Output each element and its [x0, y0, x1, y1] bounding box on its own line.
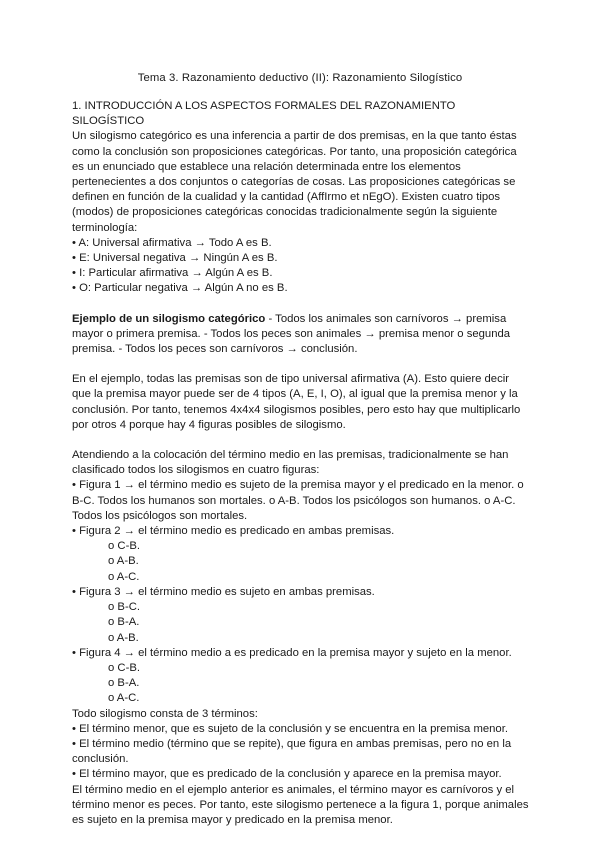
figure-4-item: o B-A. — [108, 677, 140, 690]
document-body — [72, 99, 530, 828]
figure-2-item: o A-B. — [108, 555, 139, 568]
example-text: - Todos los animales son carnívoros → premisa mayor o primera premisa. - Todos los peces son animales → premisa menor o segunda premisa. - Todos los peces son carnívoros → conclusión. — [72, 312, 511, 356]
example-paragraph — [72, 312, 530, 358]
type-item-o: • O: Particular negativa → Algún A no es B. — [72, 282, 288, 295]
figures-intro: Atendiendo a la colocación del término medio en las premisas, tradicionalmente se han clasificado todos los silogismos en cuatro figuras: — [72, 449, 509, 477]
type-item-i: • I: Particular afirmativa → Algún A es B. — [72, 267, 273, 280]
figure-3: • Figura 3 → el término medio es sujeto en ambas premisas. — [72, 585, 375, 598]
term-mayor: • El término mayor, que es predicado de la conclusión y aparece en la premisa mayor. — [72, 768, 502, 781]
figure-4-item: o C-B. — [108, 661, 141, 674]
figure-3-item: o B-A. — [108, 616, 140, 629]
type-item-e: • E: Universal negativa → Ningún A es B. — [72, 252, 278, 265]
section-heading: 1. INTRODUCCIÓN A LOS ASPECTOS FORMALES DEL RAZONAMIENTO SILOGÍSTICO — [72, 100, 456, 128]
type-item-a: • A: Universal afirmativa → Todo A es B. — [72, 236, 272, 249]
figure-2: • Figura 2 → el término medio es predicado en ambas premisas. — [72, 525, 395, 538]
figure-4-item: o A-C. — [108, 692, 140, 705]
figure-1: • Figura 1 → el término medio es sujeto de la premisa mayor y el predicado en la menor. o B-C. Todos los humanos son mortales. o A-B. Todos los psicólogos son humanos. o A-C. Todos los psicólogos son mortales. — [72, 479, 524, 522]
final-paragraph: El término medio en el ejemplo anterior es animales, el término mayor es carnívoros y el término menor es peces. Por tanto, este silogismo pertenece a la figura 1, porque animales es sujeto en la premisa mayor y predicado en la premisa menor. — [72, 783, 529, 826]
terms-intro: Todo silogismo consta de 3 términos: — [72, 707, 258, 720]
term-menor: • El término menor, que es sujeto de la conclusión y se encuentra en la premisa menor. — [72, 722, 508, 735]
figure-2-item: o A-C. — [108, 570, 140, 583]
figure-4: • Figura 4 → el término medio a es predicado en la premisa mayor y sujeto en la menor. — [72, 646, 512, 659]
term-medio: • El término medio (término que se repite), que figura en ambas premisas, pero no en la conclusión. — [72, 737, 512, 766]
page-title: Tema 3. Razonamiento deductivo (II): Razonamiento Silogístico — [137, 72, 463, 84]
figure-3-item: o A-B. — [108, 631, 139, 644]
example-label: Ejemplo de un silogismo categórico — [72, 312, 266, 325]
intro-paragraph: Un silogismo categórico es una inferencia a partir de dos premisas, en la que tanto éstas como la conclusión son proposiciones categóricas. Por tanto, una proposición categórica es un enunciado que establece una relación determinada entre los elementos pertenecientes a dos conjuntos o categorías de cosas. Las proposiciones categóricas se definen en función de la cualidad y la cantidad (AffIrmo et nEgO). Existen cuatro tipos (modos) de proposiciones categóricas conocidas tradicionalmente según la siguiente terminología: — [72, 130, 517, 234]
example-explanation: En el ejemplo, todas las premisas son de tipo universal afirmativa (A). Esto quiere decir que la premisa mayor puede ser de 4 tipos (A, E, I, O), al igual que la premisa menor y la conclusión. Por tanto, tenemos 4x4x4 silogismos posibles, pero esto hay que multiplicarlo por otros 4 porque hay 4 figuras posibles de silogismo. — [72, 373, 521, 431]
figure-3-item: o B-C. — [108, 601, 141, 614]
figure-2-item: o C-B. — [108, 540, 141, 553]
